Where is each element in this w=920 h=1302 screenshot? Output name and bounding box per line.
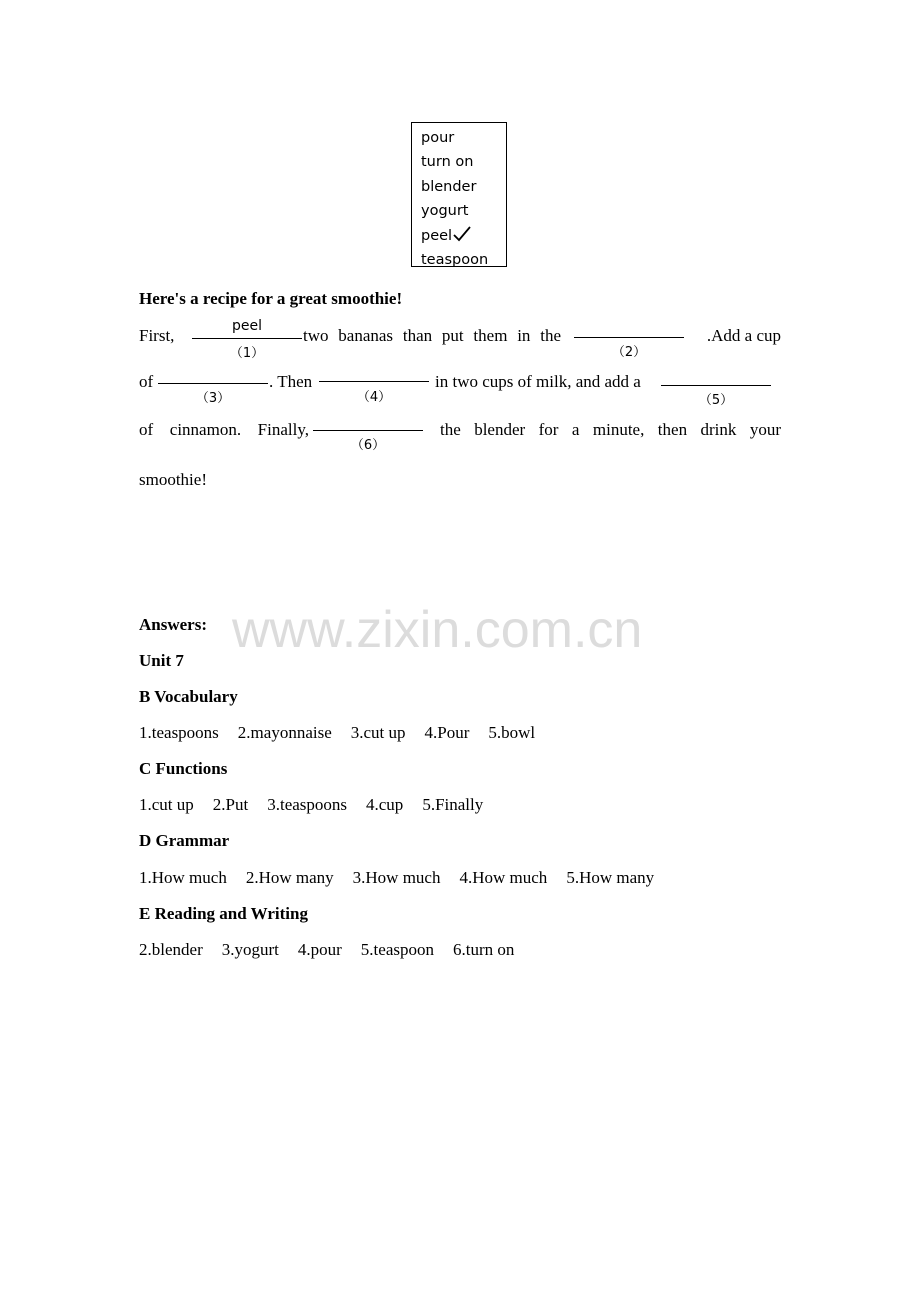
line1-first: First, (139, 326, 175, 345)
word-box-item: teaspoon (421, 251, 489, 268)
answer-item: 2.blender (139, 940, 203, 959)
answer-item: 3.cut up (350, 723, 406, 742)
answer-row (139, 868, 654, 888)
blank-1 (192, 338, 302, 339)
section-heading: B Vocabulary (139, 687, 238, 706)
answer-item: 5.Finally (422, 795, 484, 814)
answer-item: 2.How many (245, 868, 334, 887)
blank-2 (574, 337, 684, 338)
blank-4 (319, 381, 429, 382)
word-box-item: yogurt (421, 203, 469, 220)
answer-item: 5.teaspoon (360, 940, 434, 959)
line3-start: of cinnamon. Finally, (139, 420, 309, 439)
answer-item: 4.pour (297, 940, 342, 959)
blank-3 (158, 383, 268, 384)
blank-5 (661, 385, 771, 386)
unit-title: Unit 7 (139, 651, 184, 670)
line2-then: . Then (269, 372, 313, 391)
answer-item: 2.Put (212, 795, 249, 814)
blank-number: （3） (195, 391, 231, 406)
answer-item: 4.How much (459, 868, 548, 887)
answer-item: 1.cut up (139, 795, 194, 814)
watermark: www.zixin.com.cn (232, 601, 643, 659)
line2-mid: in two cups of milk, and add a (435, 372, 641, 391)
word-box-item: blender (421, 178, 477, 195)
answer-item: 4.Pour (424, 723, 470, 742)
answer-item: 3.yogurt (221, 940, 279, 959)
blank-number: （5） (698, 393, 734, 408)
word-box-item: turn on (421, 154, 474, 171)
recipe-heading: Here's a recipe for a great smoothie! (139, 289, 403, 308)
example-answer: peel (231, 318, 262, 334)
line1-end: .Add a cup (706, 326, 781, 345)
answer-item: 5.bowl (488, 723, 536, 742)
word-box-item: peel (421, 227, 453, 244)
answer-item: 2.mayonnaise (237, 723, 332, 742)
answer-item: 3.teaspoons (267, 795, 348, 814)
checkmark-icon (453, 226, 471, 250)
answer-row (139, 795, 483, 815)
answer-item: 6.turn on (452, 940, 515, 959)
answer-row (139, 723, 535, 743)
section-heading: C Functions (139, 759, 228, 778)
answer-item: 1.How much (139, 868, 227, 887)
answers-title: Answers: (139, 615, 207, 634)
line4: smoothie! (139, 470, 207, 489)
answer-item: 5.How many (566, 868, 655, 887)
section-heading: D Grammar (139, 831, 230, 850)
answer-item: 1.teaspoons (139, 723, 219, 742)
line3-end: the blender for a minute, then drink your (440, 420, 781, 439)
blank-number: （2） (611, 345, 647, 360)
answer-item: 4.cup (366, 795, 404, 814)
blank-6 (313, 430, 423, 431)
blank-number: （1） (229, 346, 265, 361)
word-box-item-checked (421, 224, 506, 248)
blank-number: （4） (356, 390, 392, 405)
answer-item: 3.How much (352, 868, 441, 887)
word-box-item: pour (421, 130, 455, 146)
word-box (411, 122, 507, 267)
blank-number: （6） (350, 438, 386, 453)
line2-of: of (139, 372, 154, 391)
answer-row (139, 940, 514, 960)
line1-mid: two bananas than put them in the (303, 326, 561, 345)
section-heading: E Reading and Writing (139, 904, 308, 923)
